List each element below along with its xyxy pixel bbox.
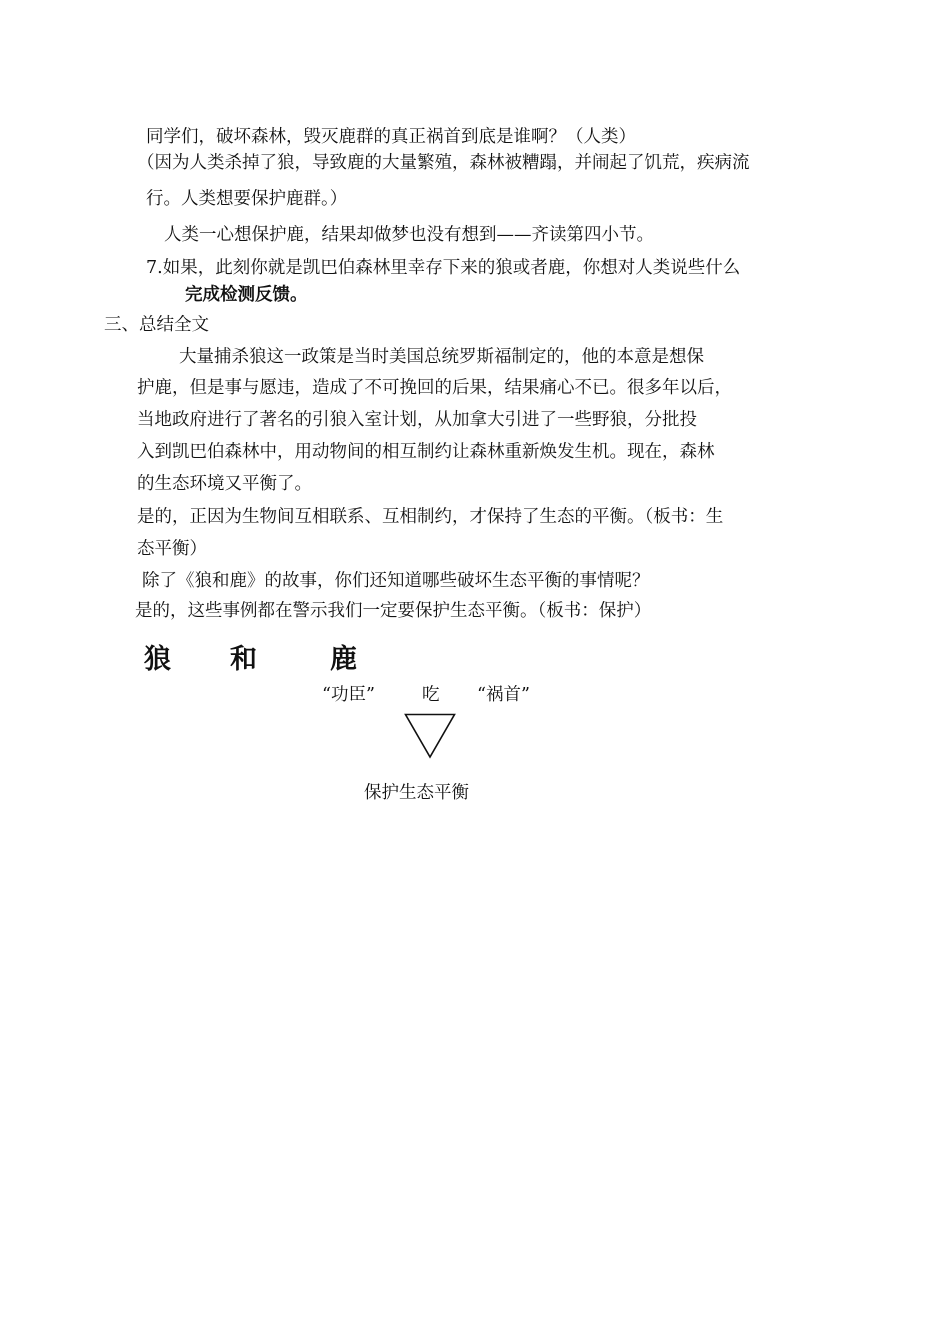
section-heading: 三、总结全文 xyxy=(104,315,209,335)
text-line: 大量捕杀狼这一政策是当时美国总统罗斯福制定的，他的本意是想保 xyxy=(179,347,704,367)
text-line: 态平衡） xyxy=(137,539,207,559)
board-title-and: 和 xyxy=(230,644,259,675)
text-line: 同学们，破坏森林，毁灭鹿群的真正祸首到底是谁啊？（人类） xyxy=(146,127,636,147)
board-label-culprit: “祸首” xyxy=(477,685,530,705)
text-line: 7.如果，此刻你就是凯巴伯森林里幸存下来的狼或者鹿，你想对人类说些什么 xyxy=(146,258,741,278)
text-line: 当地政府进行了著名的引狼入室计划，从加拿大引进了一些野狼，分批投 xyxy=(137,410,697,430)
text-line: 人类一心想保护鹿，结果却做梦也没有想到——齐读第四小节。 xyxy=(164,225,654,245)
board-title-wolf: 狼 xyxy=(144,644,173,675)
down-triangle-icon xyxy=(404,713,456,759)
text-line: 是的，正因为生物间互相联系、互相制约，才保持了生态的平衡。（板书：生 xyxy=(137,507,724,527)
board-conclusion: 保护生态平衡 xyxy=(364,783,469,803)
text-line: 除了《狼和鹿》的故事，你们还知道哪些破坏生态平衡的事情呢？ xyxy=(142,571,650,591)
text-line: （因为人类杀掉了狼，导致鹿的大量繁殖，森林被糟蹋，并闹起了饥荒，疾病流 xyxy=(137,153,750,173)
text-line: 的生态环境又平衡了。 xyxy=(137,474,312,494)
text-line: 是的，这些事例都在警示我们一定要保护生态平衡。（板书：保护） xyxy=(135,601,652,621)
board-label-eat: 吃 xyxy=(422,685,440,705)
board-label-hero: “功臣” xyxy=(322,685,375,705)
text-line: 入到凯巴伯森林中，用动物间的相互制约让森林重新焕发生机。现在，森林 xyxy=(137,442,715,462)
feedback-line: 完成检测反馈。 xyxy=(185,285,308,305)
text-line: 行。人类想要保护鹿群。） xyxy=(146,189,348,209)
board-title-deer: 鹿 xyxy=(330,644,359,675)
text-line: 护鹿，但是事与愿违，造成了不可挽回的后果，结果痛心不已。很多年以后， xyxy=(137,378,732,398)
